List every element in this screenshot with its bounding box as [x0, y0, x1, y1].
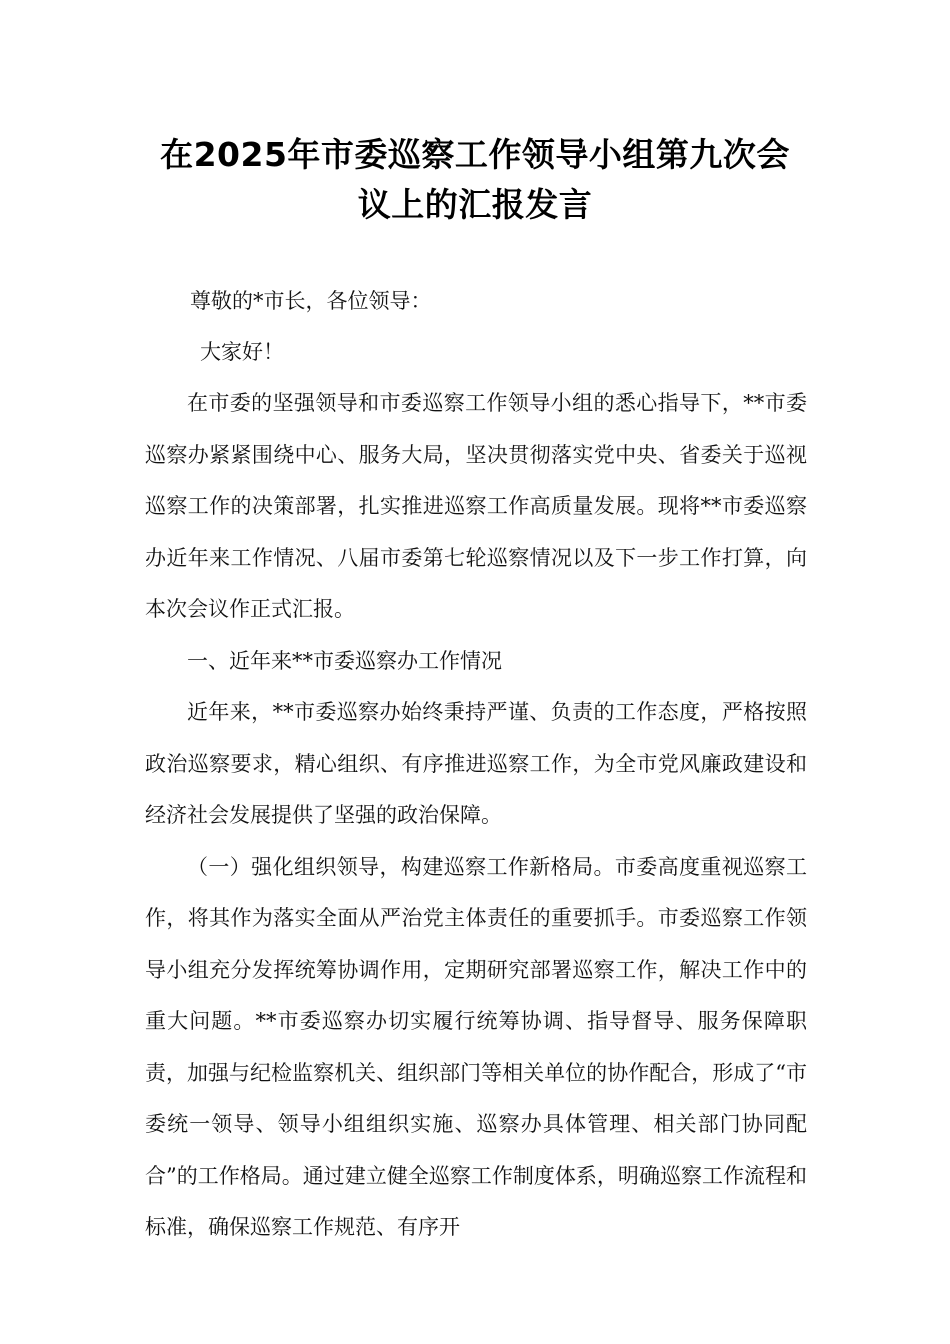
paragraph-subsection-1: （一）强化组织领导，构建巡察工作新格局。市委高度重视巡察工作，将其作为落实全面从严治党主体责任的重要抓手。市委巡察工作领导小组充分发挥统筹协调作用，定期研究部署巡察工作，解决工作中的重大问题。**市委巡察办切实履行统筹协调、指导督导、服务保障职责，加强与纪检监察机关、组织部门等相关单位的协作配合，形成了“市委统一领导、领导小组组织实施、巡察办具体管理、相关部门协同配合”的工作格局。通过建立健全巡察工作制度体系，明确巡察工作流程和标准，确保巡察工作规范、有序开	[145, 854, 807, 1239]
document-body	[145, 378, 807, 1254]
greeting: 大家好！	[200, 340, 284, 364]
document-title-line-2: 议上的汇报发言	[357, 185, 593, 224]
section-heading-1: 一、近年来**市委巡察办工作情况	[187, 648, 502, 673]
paragraph-intro: 在市委的坚强领导和市委巡察工作领导小组的悉心指导下，**市委巡察办紧紧围绕中心、服务大局，坚决贯彻落实党中央、省委关于巡视巡察工作的决策部署，扎实推进巡察工作高质量发展。现将**市委巡察办近年来工作情况、八届市委第七轮巡察情况以及下一步工作打算，向本次会议作正式汇报。	[145, 391, 807, 621]
paragraph-overview: 近年来，**市委巡察办始终秉持严谨、负责的工作态度，严格按照政治巡察要求，精心组织、有序推进巡察工作，为全市党风廉政建设和经济社会发展提供了坚强的政治保障。	[145, 700, 807, 827]
salutation: 尊敬的*市长，各位领导：	[190, 289, 432, 313]
document-title-line-1: 在2025年市委巡察工作领导小组第九次会	[160, 135, 790, 174]
